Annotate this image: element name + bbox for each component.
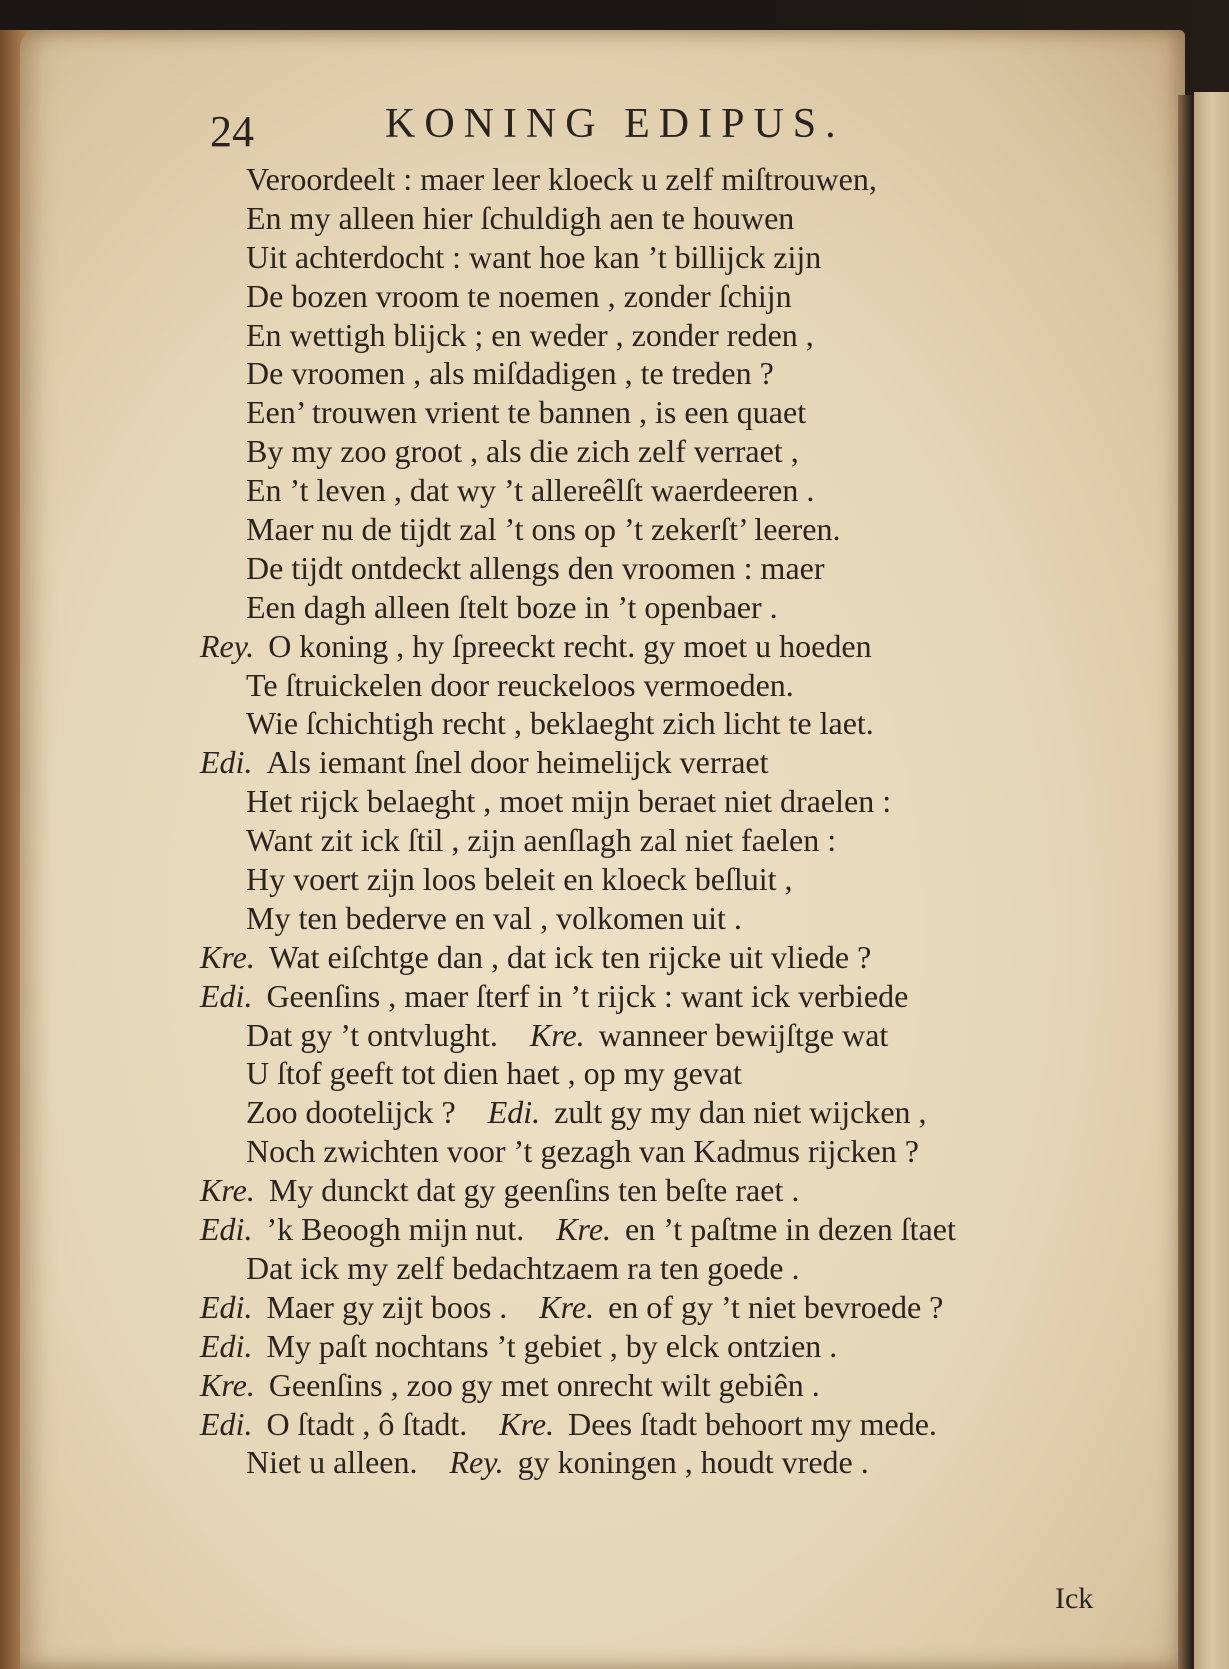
running-title: KONING EDIPUS. bbox=[385, 101, 845, 147]
verse-line bbox=[200, 1210, 1100, 1249]
speaker-label: Kre. bbox=[200, 1172, 255, 1209]
verse-line bbox=[200, 277, 1100, 316]
line-text: Geenſins , maer ſterf in ’t rijck : want ick verbiede bbox=[266, 977, 909, 1014]
line-text: De bozen vroom te noemen , zonder ſchijn bbox=[246, 277, 792, 314]
verse-line bbox=[200, 432, 1100, 471]
line-text: O ſtadt , ô ſtadt. bbox=[266, 1405, 468, 1442]
speaker-label: Edi. bbox=[200, 1211, 253, 1248]
verse-line bbox=[200, 899, 1100, 938]
line-text: En ’t leven , dat wy ’t allereêlſt waerdeeren . bbox=[246, 472, 815, 509]
verse-line bbox=[200, 1366, 1100, 1405]
verse-line bbox=[200, 627, 1100, 666]
verse-line bbox=[200, 1405, 1100, 1444]
line-text: U ſtof geeft tot dien haet , op my gevat bbox=[246, 1055, 742, 1092]
verse-line bbox=[200, 782, 1100, 821]
line-text: My ten bederve en val , volkomen uit . bbox=[246, 899, 742, 936]
line-text: Veroordeelt : maer leer kloeck u zelf miſtrouwen, bbox=[246, 161, 877, 197]
speaker-label: Edi. bbox=[200, 977, 253, 1014]
verse-line bbox=[200, 977, 1100, 1016]
verse-line bbox=[200, 354, 1100, 393]
line-text: Noch zwichten voor ’t gezagh van Kadmus rijcken ? bbox=[246, 1133, 919, 1170]
line-text: De tijdt ontdeckt allengs den vroomen : maer bbox=[246, 549, 825, 586]
line-text: En wettigh blijck ; en weder , zonder reden , bbox=[246, 316, 814, 353]
line-text: Want zit ick ſtil , zijn aenſlagh zal niet faelen : bbox=[246, 822, 837, 859]
speaker-label: Rey. bbox=[449, 1444, 504, 1481]
speaker-label: Kre. bbox=[556, 1211, 612, 1248]
line-text: De vroomen , als miſdadigen , te treden ? bbox=[246, 355, 774, 392]
line-text: Maer gy zijt boos . bbox=[266, 1288, 508, 1325]
speaker-label: Rey. bbox=[200, 627, 255, 664]
speaker-label: Edi. bbox=[200, 1327, 253, 1364]
speaker-label: Edi. bbox=[200, 1405, 253, 1442]
line-text: Wat eiſchtge dan , dat ick ten rijcke uit vliede ? bbox=[268, 938, 872, 975]
speaker-label: Edi. bbox=[200, 1288, 253, 1325]
speaker-label: Kre. bbox=[200, 1366, 255, 1403]
verse-line bbox=[200, 860, 1100, 899]
verse-line bbox=[200, 1249, 1100, 1288]
verse-line bbox=[200, 238, 1100, 277]
verse-line bbox=[200, 160, 1100, 199]
line-text: ’k Beoogh mijn nut. bbox=[266, 1211, 525, 1248]
line-text: Niet u alleen. bbox=[246, 1444, 418, 1481]
line-text: Als iemant ſnel door heimelijck verraet bbox=[266, 744, 769, 781]
verse-text bbox=[200, 160, 1100, 1482]
verse-line bbox=[200, 938, 1100, 977]
speaker-label: Kre. bbox=[539, 1288, 595, 1325]
verse-line bbox=[200, 1327, 1100, 1366]
verse-line bbox=[200, 510, 1100, 549]
verse-line bbox=[200, 666, 1100, 705]
line-text: Hy voert zijn loos beleit en kloeck beſluit , bbox=[246, 861, 793, 898]
verse-line bbox=[200, 1093, 1100, 1132]
verse-line bbox=[200, 1171, 1100, 1210]
speaker-label: Edi. bbox=[487, 1094, 541, 1131]
verse-line bbox=[200, 1288, 1100, 1327]
line-text: My paſt nochtans ’t gebiet , by elck ontzien . bbox=[266, 1327, 838, 1364]
line-text: Een’ trouwen vrient te bannen , is een quaet bbox=[246, 394, 807, 431]
verse-line bbox=[200, 743, 1100, 782]
line-text: zult gy my dan niet wijcken , bbox=[554, 1094, 927, 1131]
line-text: Zoo dootelijck ? bbox=[246, 1094, 456, 1131]
line-text: Geenſins , zoo gy met onrecht wilt gebiên . bbox=[268, 1366, 820, 1403]
line-text: Het rijck belaeght , moet mijn beraet niet draelen : bbox=[246, 783, 892, 820]
line-text: en of gy ’t niet bevroede ? bbox=[608, 1288, 944, 1325]
verse-line bbox=[200, 1443, 1100, 1482]
catchword: Ick bbox=[1055, 1582, 1094, 1615]
line-text: By my zoo groot , als die zich zelf verraet , bbox=[246, 433, 799, 470]
verse-line bbox=[200, 1132, 1100, 1171]
verse-line bbox=[200, 1054, 1100, 1093]
verse-line bbox=[200, 393, 1100, 432]
line-text: en ’t paſtme in dezen ſtaet bbox=[625, 1211, 956, 1248]
verse-line bbox=[200, 316, 1100, 355]
line-text: Uit achterdocht : want hoe kan ’t billijck zijn bbox=[246, 238, 822, 275]
verse-line bbox=[200, 1016, 1100, 1055]
verse-line bbox=[200, 471, 1100, 510]
line-text: Dat ick my zelf bedachtzaem ra ten goede . bbox=[246, 1249, 800, 1286]
page-number: 24 bbox=[210, 107, 254, 156]
speaker-label: Kre. bbox=[499, 1405, 555, 1442]
line-text: O koning , hy ſpreeckt recht. gy moet u hoeden bbox=[268, 627, 872, 664]
line-text: Een dagh alleen ſtelt boze in ’t openbaer . bbox=[246, 588, 778, 625]
verse-line bbox=[200, 549, 1100, 588]
verse-line bbox=[200, 704, 1100, 743]
page-header bbox=[210, 100, 1030, 160]
line-text: Dees ſtadt behoort my mede. bbox=[568, 1405, 937, 1442]
line-text: wanneer bewijſtge wat bbox=[598, 1016, 889, 1053]
line-text: Maer nu de tijdt zal ’t ons op ’t zekerſt’ leeren. bbox=[246, 511, 841, 548]
verse-line bbox=[200, 588, 1100, 627]
line-text: gy koningen , houdt vrede . bbox=[517, 1444, 869, 1481]
verse-line bbox=[200, 199, 1100, 238]
speaker-label: Kre. bbox=[200, 938, 255, 975]
speaker-label: Edi. bbox=[200, 744, 253, 781]
line-text: En my alleen hier ſchuldigh aen te houwen bbox=[246, 199, 795, 236]
facing-page-edge bbox=[1194, 92, 1229, 1669]
line-text: Wie ſchichtigh recht , beklaeght zich licht te laet. bbox=[246, 705, 874, 742]
line-text: My dunckt dat gy geenſins ten beſte raet . bbox=[268, 1172, 800, 1209]
speaker-label: Kre. bbox=[529, 1016, 585, 1053]
verse-line bbox=[200, 821, 1100, 860]
line-text: Dat gy ’t ontvlught. bbox=[246, 1016, 498, 1053]
line-text: Te ſtruickelen door reuckeloos vermoeden. bbox=[246, 666, 794, 703]
